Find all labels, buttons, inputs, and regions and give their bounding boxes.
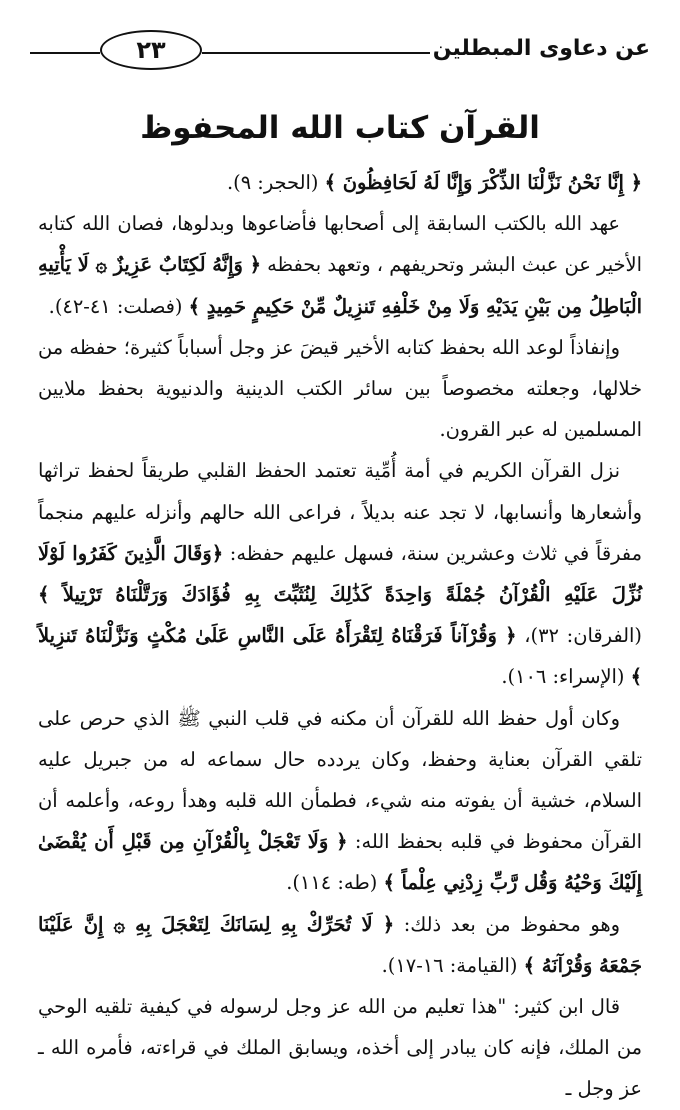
paragraph	[38, 162, 642, 203]
text-segment: عهد الله بالكتب السابقة إلى أصحابها فأضاعوها وبدلوها، فصان الله كتابه الأخير عن عبث البشر وتحريفهم ، وتعهد بحفظه	[38, 212, 642, 277]
quran-verse: ﴿ وَإِنَّهُ لَكِتَابٌ عَزِيزٌ ۞ لَا يَأْتِيهِ الْبَاطِلُ مِن بَيْنِ يَدَيْهِ وَلَا مِنْ خَلْفِهِ تَنزِيلٌ مِّنْ حَكِيمٍ حَمِيدٍ ﴾	[38, 253, 642, 318]
paragraph	[38, 203, 642, 327]
paragraph	[38, 904, 642, 986]
quran-verse: ﴿ وَلَا تَعْجَلْ بِالْقُرْآنِ مِن قَبْلِ أَن يُقْضَىٰ إِلَيْكَ وَحْيُهُ وَقُل رَّبِّ زِدْنِي عِلْماً ﴾	[38, 830, 642, 895]
text-segment: وإنفاذاً لوعد الله بحفظ كتابه الأخير قيضَ عز وجل أسباباً كثيرة؛ حفظه من خلالها، وجعلته مخصوصاً بين سائر الكتب الدينية والدنيوية بحفظ ملايين المسلمين له عبر القرون.	[38, 335, 642, 442]
paragraph	[38, 450, 642, 697]
quran-verse: ﴿ وَقُرْآناً فَرَقْنَاهُ لِتَقْرَأَهُ عَلَى النَّاسِ عَلَىٰ مُكْثٍ وَنَزَّلْنَاهُ تَنزِيلاً ﴾	[38, 624, 642, 689]
running-header-title: عن دعاوى المبطلين	[432, 36, 650, 61]
text-segment: (فصلت: ٤١-٤٢).	[48, 294, 189, 318]
text-segment: نزل القرآن الكريم في أمة أُمِّية تعتمد الحفظ القلبي طريقاً لحفظ تراثها وأشعارها وأنسابها، لا تجد عنه بديلاً ، فراعى الله حالهم وأنزله عليهم منجماً مفرقاً في ثلاث وعشرين سنة، فسهل عليهم حفظه:	[38, 459, 642, 565]
page-number: ٢٣	[100, 30, 202, 70]
text-segment: (الفرقان: ٣٢)،	[516, 624, 642, 648]
text-segment: (طه: ١١٤).	[286, 871, 384, 895]
quran-verse: ﴿ لَا تُحَرِّكْ بِهِ لِسَانَكَ لِتَعْجَلَ بِهِ ۞ إِنَّ عَلَيْنَا جَمْعَهُ وَقُرْآنَهُ ﴾	[38, 912, 642, 977]
header-rule-left	[30, 52, 100, 54]
paragraph	[38, 327, 642, 451]
text-segment: (القيامة: ١٦-١٧).	[381, 953, 524, 977]
text-segment: وكان أول حفظ الله للقرآن أن مكنه في قلب النبي ﷺ الذي حرص على تلقي القرآن بعناية وحفظ، وكان يردده حال سماعه له من جبريل عليه السلام، خشية أن يفوته منه شيء، فطمأن الله قلبه وهدأ روعه، وأعلمه أن القرآن محفوظ في قلبه بحفظ الله:	[38, 706, 642, 854]
text-segment: (الإسراء: ١٠٦).	[501, 665, 631, 689]
quran-verse: ﴿وَقَالَ الَّذِينَ كَفَرُوا لَوْلَا نُزِّلَ عَلَيْهِ الْقُرْآنُ جُمْلَةً وَاحِدَةً كَذَٰلِكَ لِنُثَبِّتَ بِهِ فُؤَادَكَ وَرَتَّلْنَاهُ تَرْتِيلاً ﴾	[38, 541, 642, 607]
paragraph	[38, 986, 642, 1110]
header-rule	[202, 52, 430, 54]
quran-verse: ﴿ إِنَّا نَحْنُ نَزَّلْنَا الذِّكْرَ وَإِنَّا لَهُ لَحَافِظُونَ ﴾	[324, 171, 642, 194]
text-segment: قال ابن كثير: "هذا تعليم من الله عز وجل لرسوله في كيفية تلقيه الوحي من الملك، فإنه كان يبادر إلى أخذه، ويسابق الملك في قراءته، فأمره الله ـ عز وجل ـ	[38, 995, 642, 1101]
body-text	[38, 162, 642, 1110]
chapter-title: القرآن كتاب الله المحفوظ	[140, 110, 540, 146]
text-segment: (الحجر: ٩).	[226, 171, 325, 194]
running-header	[30, 30, 650, 80]
text-segment: وهو محفوظ من بعد ذلك:	[394, 912, 620, 936]
paragraph	[38, 698, 642, 904]
